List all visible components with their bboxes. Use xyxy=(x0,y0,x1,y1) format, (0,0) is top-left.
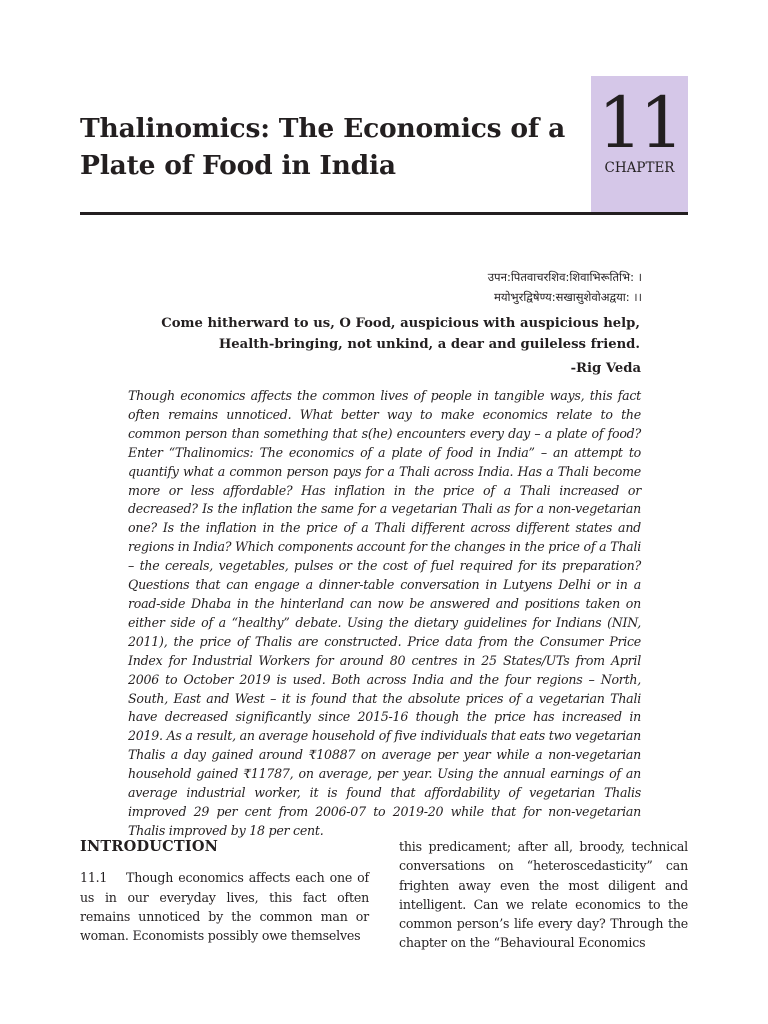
chapter-abstract: Though economics affects the common lives of people in tangible ways, this fact often remains unnoticed. What better way to make economics relate to the common person than something that s(he) encounters every day – a plate of food? Enter “Thalinomics: The economics of a plate of food in India” – an attempt to quantify what a common person pays for a Thali across India. Has a Thali become more or less affordable? Has inflation in the price of a Thali increased or decreased? Is the inflation the same for a vegetarian Thali as for a non-vegetarian one? Is the inflation in the price of a Thali different across different states and regions in India? Which components account for the changes in the price of a Thali – the cereals, vegetables, pulses or the cost of fuel required for its preparation? Questions that can engage a dinner-table conversation in Lutyens Delhi or in a road-side Dhaba in the hinterland can now be answered and positions taken on either side of a “healthy” debate. Using the dietary guidelines for Indians (NIN, 2011), the price of Thalis are constructed. Price data from the Consumer Price Index for Industrial Workers for around 80 centres in 25 States/UTs from April 2006 to October 2019 is used. Both across India and the four regions – North, South, East and West – it is found that the absolute prices of a vegetarian Thali have decreased significantly since 2015-16 though the price has increased in 2019. As a result, an average household of five individuals that eats two vegetarian Thalis a day gained around ₹10887 on average per year while a non-vegetarian household gained ₹11787, on average, per year. Using the annual earnings of an average industrial worker, it is found that affordability of vegetarian Thalis improved 29 per cent from 2006-07 to 2019-20 while that for non-vegetarian Thalis improved by 18 per cent. xyxy=(128,388,641,838)
quote-line-1: Come hitherward to us, O Food, auspicious with auspicious help, xyxy=(161,316,640,331)
paragraph-text: Though economics affects each one of us in our everyday lives, this fact often remains unnoticed by the common man or woman. Economists possibly owe themselves xyxy=(80,870,369,944)
chapter-number: 11 xyxy=(597,82,682,164)
quote-line-2: Health-bringing, not unkind, a dear and guileless friend. xyxy=(218,337,640,352)
sanskrit-verse-line-2: मयोभुरद्विषेण्य:सखासुशेवोअद्वया: ।। xyxy=(494,290,642,304)
intro-column-right xyxy=(399,837,688,953)
paragraph-number: 11.1 xyxy=(80,870,108,886)
title-divider xyxy=(80,212,688,215)
paragraph-11-1 xyxy=(80,868,369,945)
intro-column-left xyxy=(80,837,369,945)
sanskrit-verse-line-1: उपन:पितवाचरशिव:शिवाभिरूतिभि: । xyxy=(487,270,642,284)
chapter-badge xyxy=(591,76,688,212)
chapter-title: Thalinomics: The Economics of a Plate of Food in India xyxy=(80,113,566,181)
quote-source: -Rig Veda xyxy=(570,361,641,376)
chapter-label: CHAPTER xyxy=(604,160,675,176)
epigraph-quote xyxy=(150,313,640,355)
paragraph-continued: this predicament; after all, broody, technical conversations on “heteroscedasticity” can frighten away even the most diligent and intelligent. Can we relate economics to the common person’s life every day? Through the chapter on the “Behavioural Economics xyxy=(399,839,688,951)
section-heading: INTRODUCTION xyxy=(80,838,219,855)
